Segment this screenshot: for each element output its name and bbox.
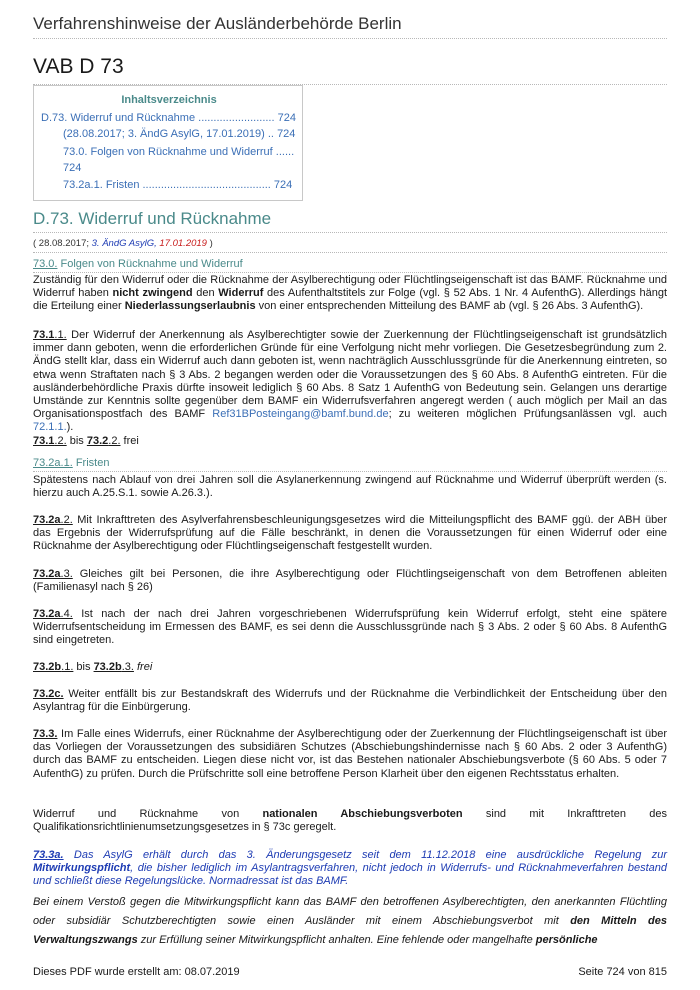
section-title: D.73. Widerruf und Rücknahme: [33, 209, 272, 228]
toc-entry[interactable]: D.73. Widerruf und Rücknahme ......................... 724: [41, 112, 296, 124]
toc-entry[interactable]: (28.08.2017; 3. ÄndG AsylG, 17.01.2019) .. 724: [63, 128, 296, 140]
paragraph: 73.3. Im Falle eines Widerrufs, einer Rücknahme der Asylberechtigung oder der Zuerkennung der Flüchtlingseigenschaft ist über das Vorliegen der Voraussetzungen des subsidiären Schutzes (Abschiebungshindernisse nach § 60 Abs. 2 oder 3 AufenthG) durch das BAMF zu entscheiden. Liegen diese nicht vor, ist das Bestehen nationaler Abschiebungsverbote (§ 60 Abs. 5 oder 7 AufenthG) zu prüfen. Durch die Prüfschritte soll eine betroffene Person Klarheit über den eigenen Rechtsstatus erhalten.: [33, 728, 667, 780]
paragraph: 73.2c. Weiter entfällt bis zur Bestandskraft des Widerrufs und der Rücknahme die Verbindlichkeit der Entscheidung über den Asylantrag für die Einbürgerung.: [33, 688, 667, 714]
paragraph: 73.2a.2. Mit Inkrafttreten des Asylverfahrensbeschleunigungsgesetzes wird die Mitteilungspflicht des BAMF ggü. der ABH über das Ergebnis der Widerrufsprüfung auf die Fälle beschränkt, in denen die Voraussetzungen für einen Widerruf oder eine Rücknahme der Asylberechtigung oder Flüchtlingseigenschaft festgestellt wurden.: [33, 514, 667, 553]
email-link[interactable]: Ref31BPosteingang@bamf.bund.de: [212, 408, 389, 421]
paragraph: 73.2a.4. Ist nach der nach drei Jahren vorgeschriebenen Widerrufsprüfung kein Widerruf erfolgt, steht eine spätere Widerrufsentscheidung im Ermessen des BAMF, es sei denn die Ausschlussgründe nach § 3 Abs. 2 oder § 60 Abs. 8 AufenthG sind eingetreten.: [33, 608, 667, 647]
table-of-contents: [33, 85, 303, 201]
law-reference: 3. ÄndG AsylG,: [91, 238, 157, 249]
subsection-title: 73.0. Folgen von Rücknahme und Widerruf: [33, 258, 243, 270]
paragraph: 73.1.1. Der Widerruf der Anerkennung als Asylberechtigter sowie der Zuerkennung der Flüchtlingseigenschaft ist grundsätzlich immer dann geboten, wenn die erforderlichen Gründe für eine Verfolgung nicht mehr vorliegen. Die Gesetzesbegründung zum 2. ÄndG stellt klar, dass ein Widerruf auch dann geboten ist, wenn nachträglich Ausschlussgründe für die Anerkennung eintreten, so etwa wenn Straftaten nach § 3 Abs. 2 begangen werden oder die Voraussetzungen des § 60 Abs. 8 AufenthG eintreten. Für die ausländerbehördliche Praxis dürfte insoweit lediglich § 60 Abs. 8 Satz 1 AufenthG von Bedeutung sein. Gelangen uns derartige Umstände zur Kenntnis sollte gegenüber dem BAMF ein Widerrufsverfahren angeregt werden ( auch möglich per Mail an das Organisationspostfach des BAMF Ref31BPosteingang@bamf.bund.de; zu weiteren möglichen Prüfungsanlässen vgl. auch 72.1.1.).: [33, 329, 667, 434]
version-date: 17.01.2019: [159, 238, 207, 249]
version-info: ( 28.08.2017; 3. ÄndG AsylG, 17.01.2019 ): [33, 238, 213, 249]
paragraph: 73.1.2. bis 73.2.2. frei: [33, 435, 139, 447]
divider: [33, 272, 667, 273]
subsection-title: 73.2a.1. Fristen: [33, 457, 110, 469]
toc-entry[interactable]: 73.0. Folgen von Rücknahme und Widerruf ......: [63, 146, 295, 158]
paragraph: Zuständig für den Widerruf oder die Rücknahme der Asylberechtigung oder Flüchtlingseigenschaft ist das BAMF. Rücknahme und Widerruf haben nicht zwingend den Widerruf des Aufenthaltstitels zur Folge (vgl. § 52 Abs. 1 Nr. 4 AufenthG). Allerdings hängt die Erteilung einer Niederlassungserlaubnis von einer entsprechenden Mitteilung des BAMF ab (vgl. § 26 Abs. 3 AufenthG).: [33, 274, 667, 313]
divider: [33, 252, 667, 253]
divider: [33, 232, 667, 233]
paragraph: Spätestens nach Ablauf von drei Jahren soll die Asylanerkennung zwingend auf Rücknahme und Widerruf überprüft werden (s. hierzu auch A.25.S.1. sowie A.26.3.).: [33, 474, 667, 500]
footer-page-number: Seite 724 von 815: [578, 966, 667, 978]
footer-created-date: Dieses PDF wurde erstellt am: 08.07.2019: [33, 966, 240, 978]
paragraph: Bei einem Verstoß gegen die Mitwirkungspflicht kann das BAMF den betroffenen Asylberechtigten, den anerkannten Flüchtling oder subsidiär Schutzberechtigten sowie einen Ausländer mit einem Abschiebungsverbot mit den Mitteln des Verwaltungszwangs zur Erfüllung seiner Mitwirkungspflicht anhalten. Eine fehlende oder mangelhafte persönliche: [33, 896, 667, 946]
paragraph-amendment: 73.3a. Das AsylG erhält durch das 3. Änderungsgesetz seit dem 11.12.2018 eine ausdrückliche Regelung zur Mitwirkungspflicht, die bisher lediglich im Asylantragsverfahren, nicht jedoch in Widerrufs- und Rücknahmeverfahren bestand und schließt diese Regelungslücke. Normadressat ist das BAMF.: [33, 849, 667, 888]
cross-reference-link[interactable]: 72.1.1.: [33, 421, 67, 434]
paragraph: Widerruf und Rücknahme von nationalen Abschiebungsverboten sind mit Inkrafttreten des Qualifikationsrichtlinienumsetzungsgesetzes in § 73c geregelt.: [33, 808, 667, 834]
toc-title: Inhaltsverzeichnis: [121, 94, 217, 106]
running-head: Verfahrenshinweise der Ausländerbehörde Berlin: [33, 14, 402, 33]
document-title: VAB D 73: [33, 55, 124, 78]
paragraph: 73.2a.3. Gleiches gilt bei Personen, die ihre Asylberechtigung oder Flüchtlingseigenschaft von dem Betroffenen ableiten (Familienasyl nach § 26): [33, 568, 667, 594]
divider: [33, 471, 667, 472]
divider: [33, 38, 667, 39]
paragraph: 73.2b.1. bis 73.2b.3. frei: [33, 661, 153, 673]
toc-entry[interactable]: 73.2a.1. Fristen .......................................... 724: [63, 179, 293, 191]
toc-entry-page[interactable]: 724: [63, 162, 82, 174]
